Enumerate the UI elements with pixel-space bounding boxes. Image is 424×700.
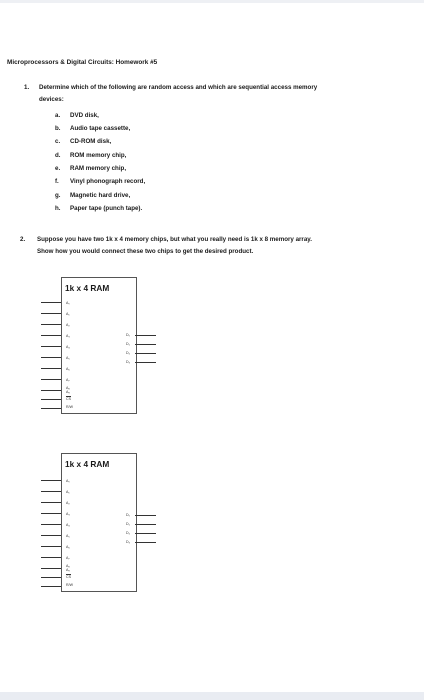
chip-2-pin-a7: A₇ [66,556,70,560]
pin-line [41,557,61,558]
option-a: a. DVD disk, [55,112,99,119]
pin-line [41,535,61,536]
chip-2-pin-a1: A₁ [66,490,70,494]
pin-line [41,408,61,409]
chip-2-pin-a3: A₃ [66,512,70,516]
question-1-number: 1. [24,84,30,91]
bottom-edge-bar [0,692,424,700]
chip-1-pin-a5: A₅ [66,356,70,360]
chip-1-pin-a7: A₇ [66,378,70,382]
chip-1-pin-a6: A₆ [66,367,70,371]
chip-2-pin-a6: A₆ [66,545,70,549]
option-h: h. Paper tape (punch tape). [55,205,143,212]
question-2-line-2: Show how you would connect these two chips to get the desired product. [37,247,254,255]
pin-line [41,379,61,380]
pin-line [41,546,61,547]
chip-2-pin-d0: D₀ [126,513,131,517]
chip-1-pin-cs: $\overline{CS}$ [66,397,71,401]
pin-line [41,577,61,578]
option-d: d. ROM memory chip, [55,152,127,159]
chip-2-pin-a0: A₀ [66,479,70,483]
pin-line [41,357,61,358]
chip-1-pin-a8: A₈ [66,386,70,390]
question-2-number: 2. [20,236,26,243]
chip-1-pin-d3: D₃ [126,360,131,364]
chip-1-pin-rw: R/W [66,405,73,409]
option-b: b. Audio tape cassette, [55,125,131,132]
pin-line [41,586,61,587]
ram-chip-1 [61,277,137,414]
chip-1-pin-a4: A₄ [66,345,70,349]
pin-line [41,302,61,303]
pin-line [41,313,61,314]
chip-2-pin-d2: D₂ [126,531,130,535]
chip-1-pin-a3: A₃ [66,334,70,338]
chip-2-pin-a4: A₄ [66,523,70,527]
chip-2-pin-a2: A₂ [66,501,70,505]
question-2-line-1: Suppose you have two 1k x 4 memory chips, but what you really need is 1k x 8 memory array. [37,236,312,243]
pin-line [41,324,61,325]
top-edge-bar [0,0,424,3]
document-title: Microprocessors & Digital Circuits: Homework #5 [7,59,158,66]
ram-chip-2-title: 1k x 4 RAM [65,459,110,469]
question-2-text [37,234,421,257]
option-c: c. CD-ROM disk, [55,138,112,145]
chip-2-pin-a5: A₅ [66,534,70,538]
pin-line [41,346,61,347]
option-e: e. RAM memory chip, [55,165,127,172]
question-1-line-2: devices: [39,95,64,103]
chip-1-pin-d1: D₁ [126,342,130,346]
ram-chip-2 [61,453,137,592]
chip-1-pin-a9: A₉ [66,390,70,394]
pin-line [135,515,156,516]
chip-2-pin-d1: D₁ [126,522,130,526]
chip-1-pin-d0: D₀ [126,333,131,337]
chip-2-pin-a8: A₈ [66,564,70,568]
pin-line [135,344,156,345]
pin-line [41,390,61,391]
pin-line [135,335,156,336]
pin-line [41,480,61,481]
pin-line [41,568,61,569]
pin-line [41,335,61,336]
ram-chip-1-title: 1k x 4 RAM [65,283,110,293]
option-f: f. Vinyl phonograph record, [55,178,146,185]
chip-1-pin-a0: A₀ [66,301,70,305]
pin-line [135,524,156,525]
chip-1-pin-a1: A₁ [66,312,70,316]
chip-1-pin-a2: A₂ [66,323,70,327]
chip-1-pin-d2: D₂ [126,351,130,355]
pin-line [41,502,61,503]
question-1-line-1: Determine which of the following are random access and which are sequential access memory [39,84,318,91]
pin-line [41,513,61,514]
chip-2-pin-a9: A₉ [66,568,70,572]
option-g: g. Magnetic hard drive, [55,192,131,199]
pin-line [41,524,61,525]
chip-2-pin-cs: $\overline{CS}$ [66,575,71,579]
pin-line [135,542,156,543]
pin-line [41,491,61,492]
question-1-text [39,82,419,105]
pin-line [41,368,61,369]
chip-2-pin-d3: D₃ [126,540,131,544]
pin-line [135,362,156,363]
chip-2-pin-rw: R/W [66,583,73,587]
pin-line [135,353,156,354]
pin-line [41,399,61,400]
pin-line [135,533,156,534]
